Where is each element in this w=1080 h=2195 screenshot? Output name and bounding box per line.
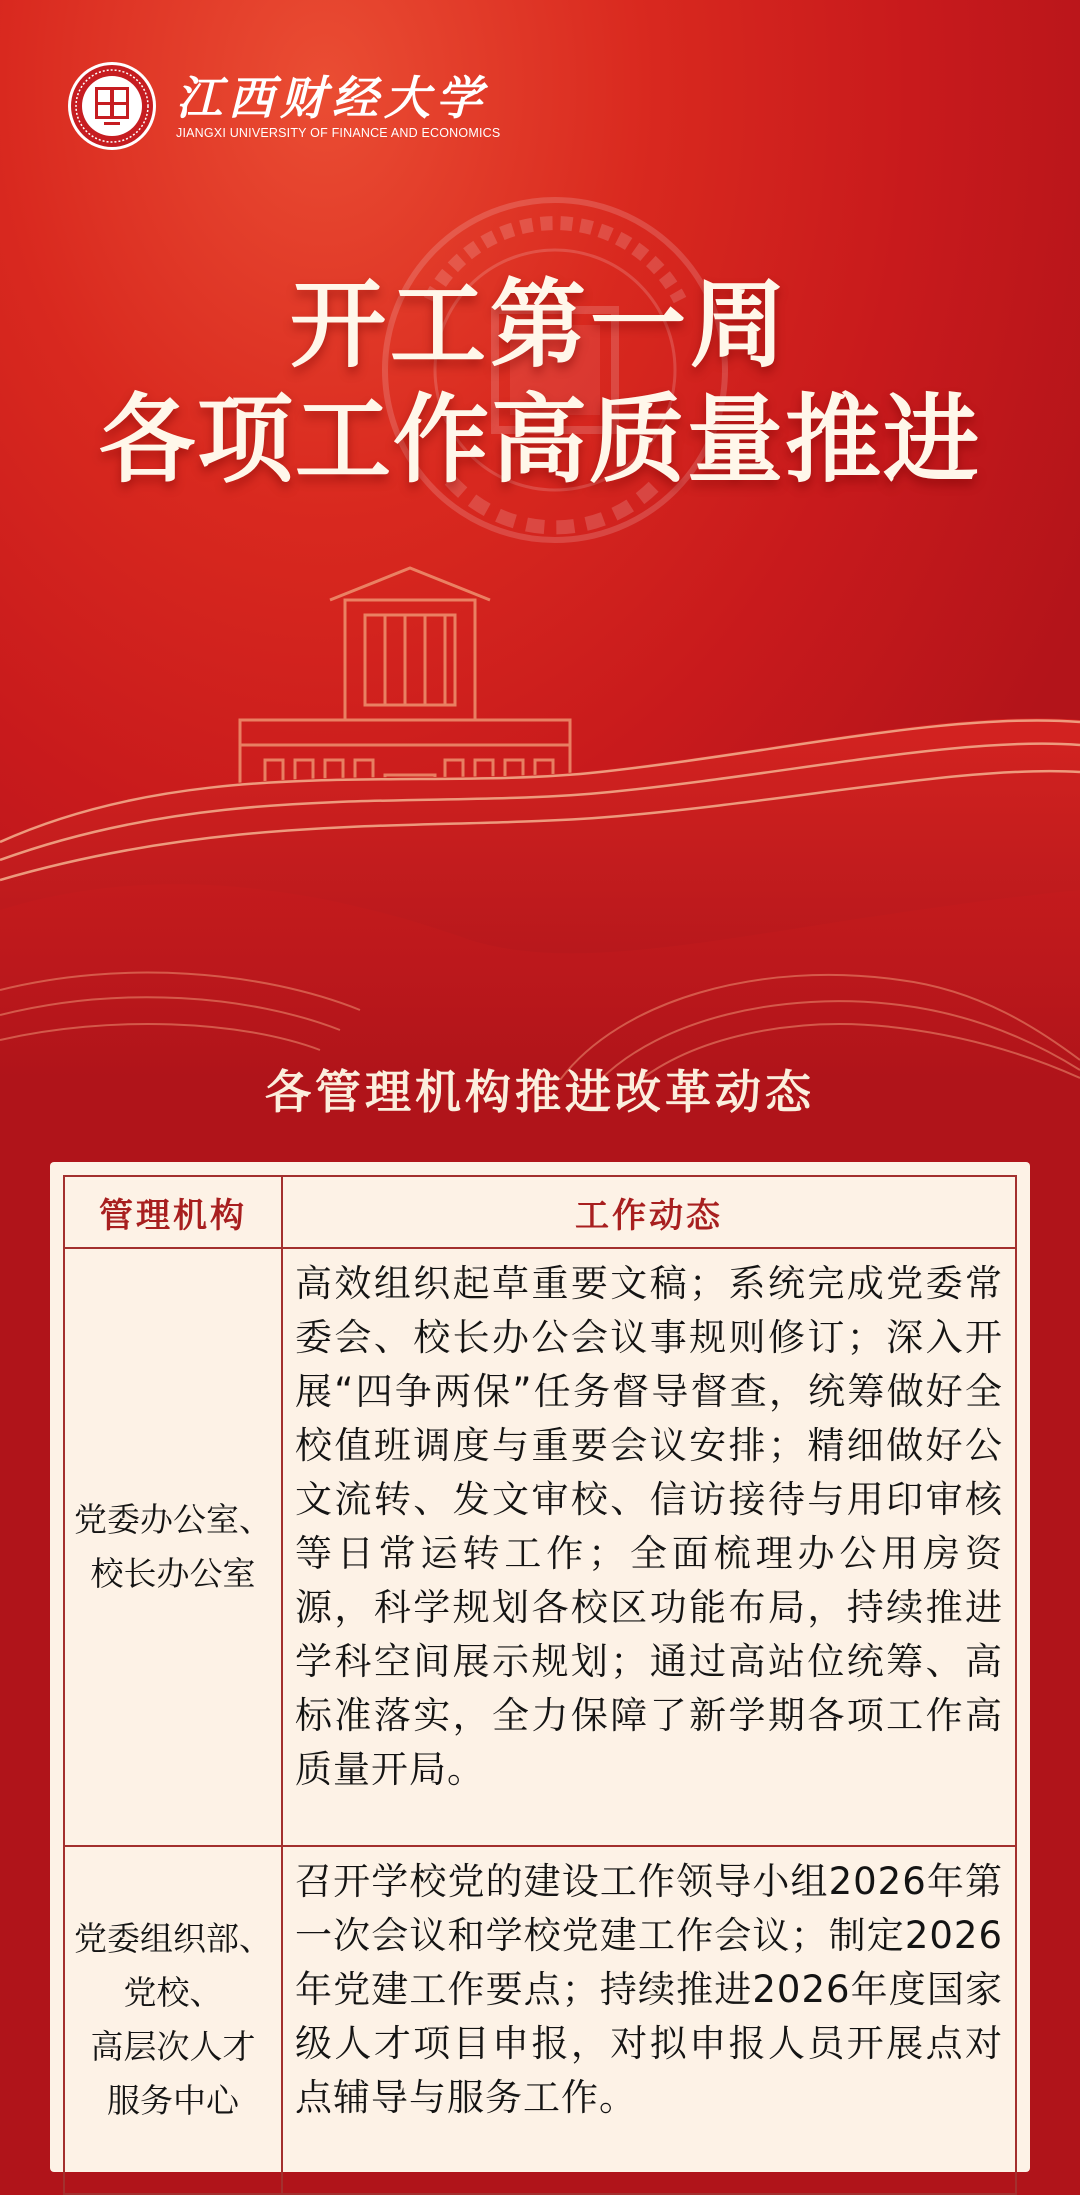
section-title: 各管理机构推进改革动态 xyxy=(265,1065,815,1119)
org-cell xyxy=(64,1846,282,2194)
reform-dynamics-table xyxy=(63,1175,1017,2195)
work-cell: 召开学校党的建设工作领导小组2026年第一次会议和学校党建工作会议；制定2026年党建工作要点；持续推进2026年度国家级人才项目申报，对拟申报人员开展点对点辅导与服务工作。 xyxy=(282,1846,1016,2194)
org-name-line: 校长办公室 xyxy=(90,1554,256,1593)
headline-line-2: 各项工作高质量推进 xyxy=(99,384,981,496)
work-cell: 高效组织起草重要文稿；系统完成党委常委会、校长办公会议事规则修订；深入开展“四争两保”任务督导督查，统筹做好全校值班调度与重要会议安排；精细做好公文流转、发文审校、信访接待与用印审核等日常运转工作；全面梳理办公用房资源，科学规划各校区功能布局，持续推进学科空间展示规划；通过高站位统筹、高标准落实，全力保障了新学期各项工作高质量开局。 xyxy=(282,1248,1016,1846)
org-name-line: 党校、 xyxy=(123,1973,223,2012)
campus-building-illustration xyxy=(0,560,1080,1080)
table-row xyxy=(64,1846,1016,2194)
column-header-org: 管理机构 xyxy=(64,1176,282,1248)
university-name-en: JIANGXI UNIVERSITY OF FINANCE AND ECONOMICS xyxy=(176,126,501,140)
university-seal-logo xyxy=(66,60,158,152)
table-row xyxy=(64,1248,1016,1846)
org-name-line: 党委组织部、 xyxy=(74,1919,272,1958)
headline-line-1: 开工第一周 xyxy=(290,269,790,381)
table-header-row xyxy=(64,1176,1016,1248)
org-name-line: 高层次人才 xyxy=(90,2027,256,2066)
org-name-line: 党委办公室、 xyxy=(74,1500,272,1539)
hero-banner xyxy=(0,0,1080,1080)
reform-dynamics-table-card xyxy=(50,1162,1030,2172)
university-name-cn: 江西财经大学 xyxy=(176,71,488,125)
org-cell xyxy=(64,1248,282,1846)
university-logo-row xyxy=(66,60,500,152)
column-header-work: 工作动态 xyxy=(282,1176,1016,1248)
university-brand xyxy=(176,72,500,140)
org-name-line: 服务中心 xyxy=(107,2081,239,2120)
